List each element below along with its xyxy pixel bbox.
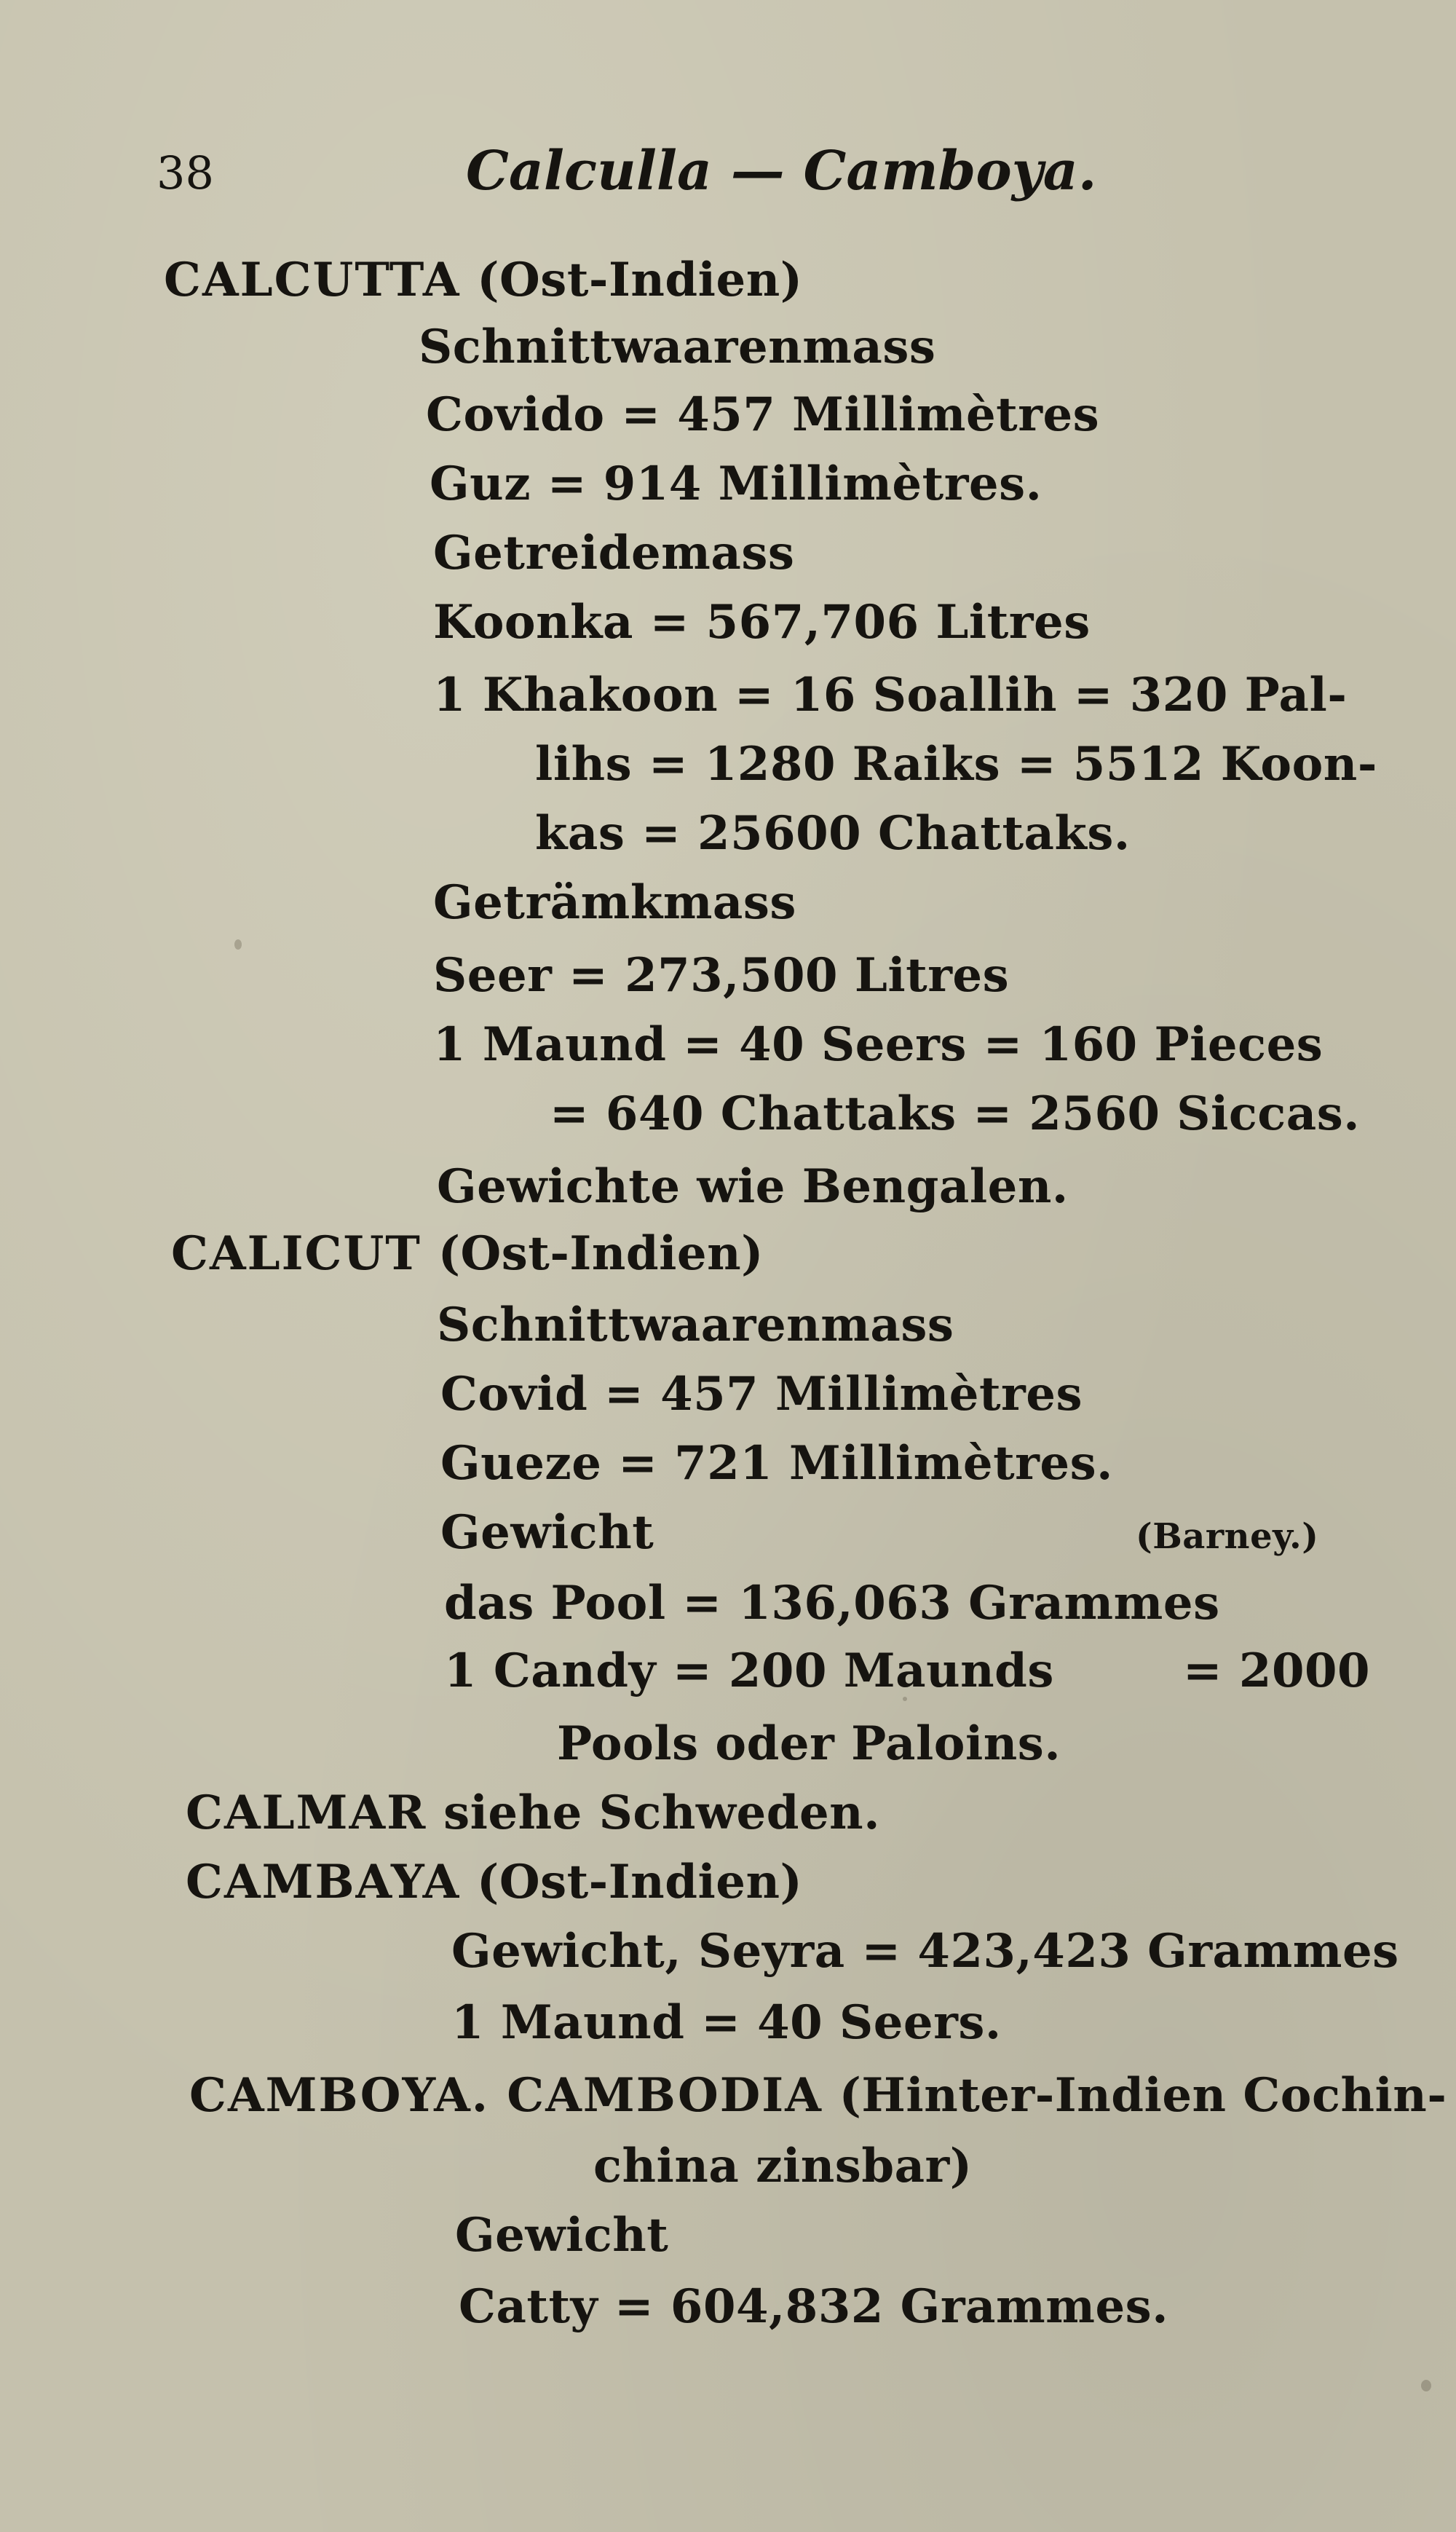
entry-calmar [186, 1784, 880, 1842]
entry-line: 1 Khakoon = 16 Soallih = 320 Pal- [433, 668, 1348, 722]
entry-name: CAMBAYA [186, 1855, 461, 1909]
entry-line: china zinsbar) [593, 2139, 973, 2193]
entry-region: (Ost-Indien) [477, 1855, 803, 1909]
entry-line: Gewicht, Seyra = 423,423 Grammes [451, 1924, 1399, 1979]
entry-name: CALCUTTA [164, 253, 461, 307]
entry-line: Pools oder Paloins. [557, 1716, 1061, 1771]
entry-line: = 2000 [1183, 1644, 1371, 1698]
entry-line: Getreidemass [433, 526, 795, 580]
entry-cambaya-heading [186, 1853, 802, 1912]
entry-line: 1 Maund = 40 Seers. [451, 1995, 1002, 2050]
entry-name: CALICUT [171, 1226, 422, 1281]
running-title: Calculla — Camboya. [466, 140, 1097, 202]
entry-region: (Hinter-Indien Cochin- [839, 2068, 1447, 2123]
entry-line: 1 Maund = 40 Seers = 160 Pieces [433, 1017, 1324, 1072]
entry-calicut-heading [171, 1225, 764, 1283]
entry-line: Gewicht [440, 1505, 654, 1560]
source-note: (Barney.) [1136, 1516, 1319, 1557]
entry-line: Schnittwaarenmass [419, 320, 936, 374]
entry-line: Seer = 273,500 Litres [433, 948, 1010, 1003]
entry-line: Covid = 457 Millimètres [440, 1367, 1083, 1421]
entry-region: (Ost-Indien) [438, 1226, 764, 1281]
entry-line: Geträmkmass [433, 875, 796, 930]
entry-line: Gueze = 721 Millimètres. [440, 1436, 1113, 1491]
entry-line: kas = 25600 Chattaks. [535, 806, 1131, 861]
entry-line: Guz = 914 Millimètres. [430, 457, 1042, 511]
entry-name: CALMAR [186, 1786, 427, 1840]
entry-calcutta-heading [164, 251, 803, 309]
entry-line: das Pool = 136,063 Grammes [444, 1576, 1220, 1630]
entry-line: 1 Candy = 200 Maunds [444, 1644, 1054, 1698]
paper-speck [1421, 2380, 1431, 2391]
entry-line: lihs = 1280 Raiks = 5512 Koon- [535, 737, 1377, 792]
paper-speck [903, 1697, 907, 1701]
entry-region: (Ost-Indien) [477, 253, 803, 307]
entry-line: Catty = 604,832 Grammes. [459, 2279, 1168, 2334]
entry-camboya-heading [189, 2067, 1447, 2125]
entry-text: siehe Schweden. [443, 1786, 880, 1840]
entry-line: Gewicht [455, 2208, 669, 2263]
entry-line: = 640 Chattaks = 2560 Siccas. [550, 1086, 1361, 1141]
entry-line: Covido = 457 Millimètres [426, 387, 1100, 442]
entry-line: Koonka = 567,706 Litres [433, 595, 1091, 650]
paper-speck [234, 939, 242, 950]
page-number: 38 [157, 146, 214, 200]
entry-line: Schnittwaarenmass [437, 1298, 954, 1352]
entry-name: CAMBOYA. CAMBODIA [189, 2068, 823, 2123]
entry-line: Gewichte wie Bengalen. [437, 1159, 1069, 1214]
